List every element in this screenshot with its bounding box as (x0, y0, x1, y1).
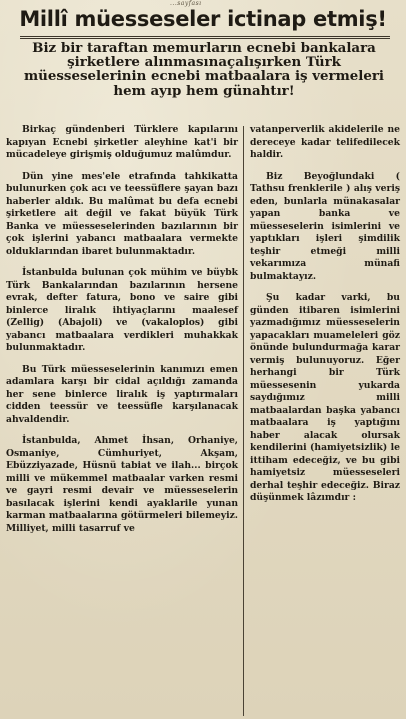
top-strip-text: ...sayfası (170, 0, 202, 7)
headline-rule-2 (20, 38, 390, 39)
paragraph: vatanperverlik akidelerile ne dereceye kadar telifedilecek haldir. (250, 124, 400, 160)
subheadline: Biz bir taraftan memurların ecnebi bankalara şirketlere alınmasınaçalışırken Türk müesseselerinin ecnebi matbaalara iş vermeleri hem ayıp hem günahtır! (23, 40, 385, 99)
paragraph: Dün yine mes'ele etrafında tahkikatta bulunurken çok acı ve teessüflere şayan bazı haberler aldık. Bu malûmat bu defa ecnebi şirketlere ait değil ve fakat büyük Türk Banka ve müesseselerinden bazılarının bir çok işlerini yabancı matbaalara vermekte olduklarından ibaret bulunmaktadır. (6, 170, 238, 257)
paragraph: İstanbulda bulunan çok mühim ve büybk Türk Bankalarından bazılarının hersene evrak, defter fatura, bono ve saire gibi binlerce liralık ihtiyaçlarını maalesef (Zellig) (Abajoli) ve (vakaloplos) gibi yabancı matbaalara verdikleri muhakkak bulunmaktadır. (6, 267, 238, 353)
article-right-column (250, 124, 400, 514)
column-divider (243, 126, 244, 716)
paragraph: Şu kadar varki, bu günden itibaren isimlerini yazmadığımız müesseselerin yapacakları muameleleri göz önünde bulundurmağa karar vermiş bulunuyoruz. Eğer herhangi bir Türk müessesenin yukarda saydığımız milli matbaalardan başka yabancı matbaalara iş yaptığını haber alacak olursak kendilerini (hamiyetsizlik) le ittiham edeceğiz, ve bu gibi hamiyetsiz müesseseleri derhal teşhir edeceğiz. Biraz düşünmek lâzımdır : (250, 292, 400, 503)
headline-rule (20, 36, 390, 37)
paragraph: Birkaç gündenberi Türklere kapılarını kapıyan Ecnebi şirketler aleyhine kat'i bir mücadeleye girişmiş olduğumuz malûmdur. (6, 124, 238, 160)
paragraph: Biz Beyoğlundaki ( Tathsu frenklerile ) alış veriş eden, bunlarla münakasalar yapan banka ve müesseselerin isimlerini ve yaptıkları işleri şimdilik teşhir etmeği milli vekarımıza münafi bulmaktayız. (250, 170, 400, 282)
paragraph: Bu Türk müesseselerinin kanımızı emen adamlara karşı bir cidal açıldığı zamanda her sene binlerce liralık iş yaptırmaları cidden teessür ve teessüfle karşılanacak ahvaldendir. (6, 363, 238, 425)
headline: Millî müesseseler ictinap etmiş! (19, 7, 387, 31)
article-left-column (6, 124, 238, 544)
paragraph: İstanbulda, Ahmet İhsan, Orhaniye, Osmaniye, Cümhuriyet, Akşam, Ebüzziyazade, Hüsnü tabiat ve ilah... birçok milli ve mükemmel matbaalar varken resmi ve gayri resmi devair ve müesseselerin basılacak işlerini kendi ayaklarile yunan karman matbaalarına götürmeleri bilemeyiz. Milliyet, milli tasarruf ve (6, 435, 238, 534)
